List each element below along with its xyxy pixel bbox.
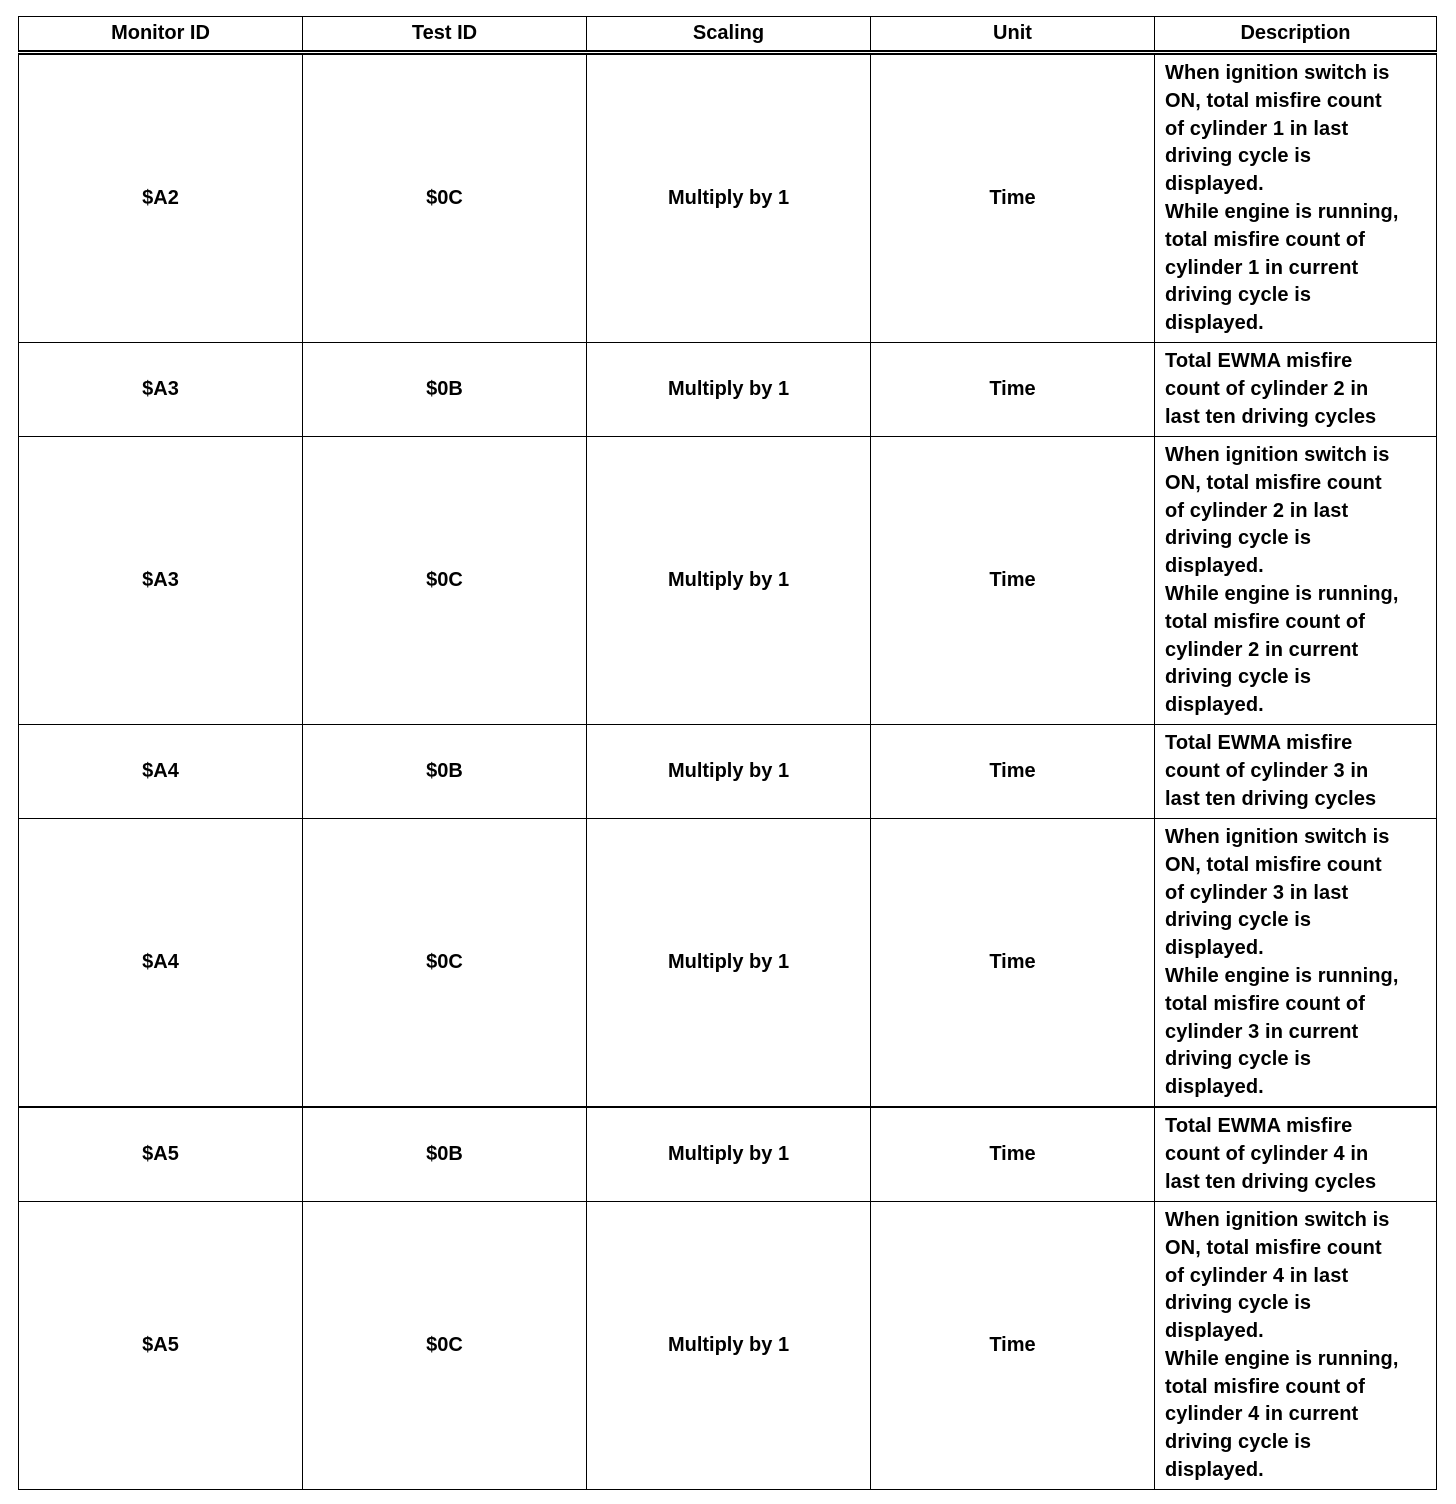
cell-test-id: $0C — [303, 436, 587, 724]
cell-description: Total EWMA misfire count of cylinder 3 in last ten driving cycles — [1155, 724, 1437, 818]
cell-unit: Time — [871, 342, 1155, 436]
cell-monitor-id: $A4 — [19, 818, 303, 1106]
cell-description: When ignition switch is ON, total misfire count of cylinder 4 in last driving cycle is displayed. While engine is running, total misfire count of cylinder 4 in current driving cycle is displayed. — [1155, 1201, 1437, 1489]
cell-description: Total EWMA misfire count of cylinder 2 in last ten driving cycles — [1155, 342, 1437, 436]
header-scaling: Scaling — [587, 17, 871, 53]
table-row — [19, 818, 1437, 1106]
cell-test-id: $0C — [303, 1201, 587, 1489]
cell-test-id: $0C — [303, 53, 587, 343]
cell-description: Total EWMA misfire count of cylinder 4 in last ten driving cycles — [1155, 1107, 1437, 1202]
cell-scaling: Multiply by 1 — [587, 818, 871, 1106]
table-row — [19, 436, 1437, 724]
cell-test-id: $0B — [303, 724, 587, 818]
cell-description: When ignition switch is ON, total misfire count of cylinder 3 in last driving cycle is displayed. While engine is running, total misfire count of cylinder 3 in current driving cycle is displayed. — [1155, 818, 1437, 1106]
cell-monitor-id: $A5 — [19, 1107, 303, 1202]
header-description: Description — [1155, 17, 1437, 53]
cell-unit: Time — [871, 724, 1155, 818]
cell-description: When ignition switch is ON, total misfire count of cylinder 1 in last driving cycle is displayed. While engine is running, total misfire count of cylinder 1 in current driving cycle is displayed. — [1155, 53, 1437, 343]
cell-monitor-id: $A2 — [19, 53, 303, 343]
cell-unit: Time — [871, 818, 1155, 1106]
cell-scaling: Multiply by 1 — [587, 342, 871, 436]
cell-scaling: Multiply by 1 — [587, 436, 871, 724]
cell-unit: Time — [871, 1201, 1155, 1489]
header-monitor-id: Monitor ID — [19, 17, 303, 53]
cell-unit: Time — [871, 436, 1155, 724]
table-row — [19, 1107, 1437, 1202]
cell-scaling: Multiply by 1 — [587, 1107, 871, 1202]
cell-monitor-id: $A3 — [19, 342, 303, 436]
cell-test-id: $0B — [303, 1107, 587, 1202]
cell-monitor-id: $A4 — [19, 724, 303, 818]
header-test-id: Test ID — [303, 17, 587, 53]
table-row — [19, 342, 1437, 436]
table-row — [19, 724, 1437, 818]
cell-test-id: $0B — [303, 342, 587, 436]
monitor-test-table — [18, 16, 1437, 1490]
cell-monitor-id: $A3 — [19, 436, 303, 724]
cell-description: When ignition switch is ON, total misfire count of cylinder 2 in last driving cycle is displayed. While engine is running, total misfire count of cylinder 2 in current driving cycle is displayed. — [1155, 436, 1437, 724]
table-header-row — [19, 17, 1437, 53]
header-unit: Unit — [871, 17, 1155, 53]
cell-scaling: Multiply by 1 — [587, 724, 871, 818]
table-row — [19, 53, 1437, 343]
table-row — [19, 1201, 1437, 1489]
cell-scaling: Multiply by 1 — [587, 53, 871, 343]
cell-scaling: Multiply by 1 — [587, 1201, 871, 1489]
cell-unit: Time — [871, 53, 1155, 343]
cell-test-id: $0C — [303, 818, 587, 1106]
cell-unit: Time — [871, 1107, 1155, 1202]
cell-monitor-id: $A5 — [19, 1201, 303, 1489]
